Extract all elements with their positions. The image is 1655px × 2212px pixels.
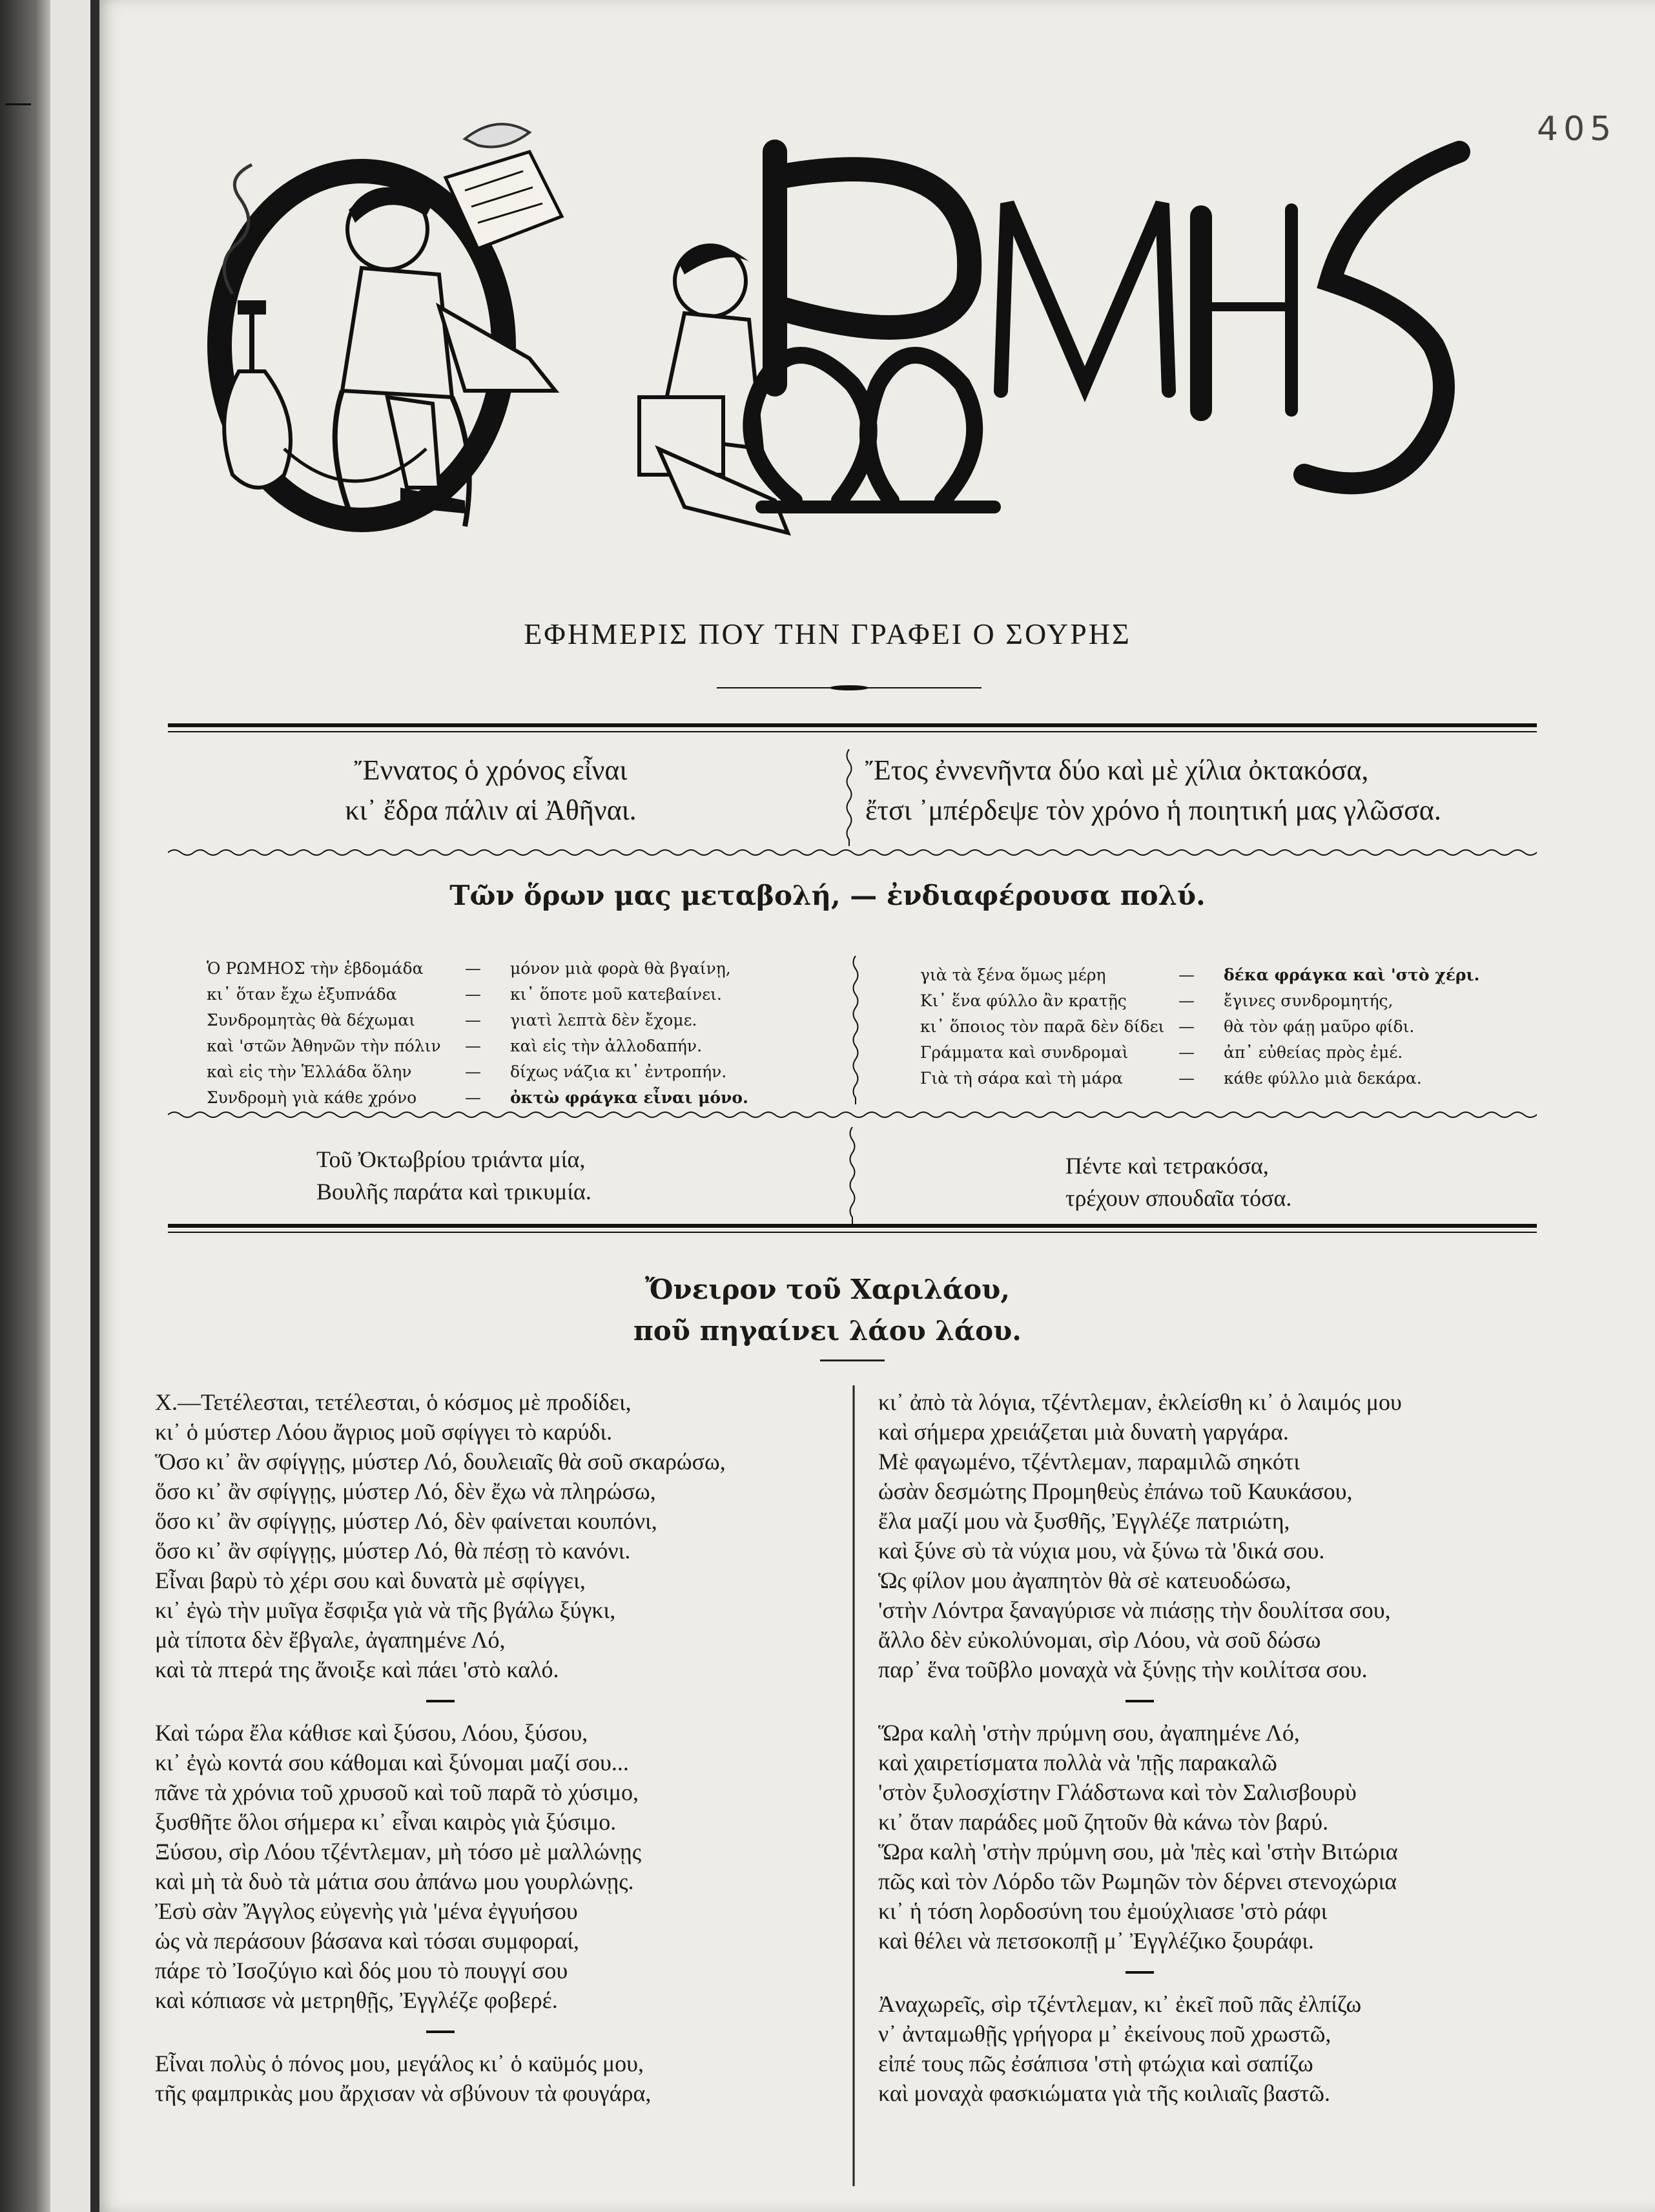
page-edge-shadow: [90, 0, 99, 2212]
masthead-letters: [751, 152, 1459, 507]
terms-row-value: καὶ εἰς τὴν ἀλλοδαπήν.: [510, 1037, 703, 1055]
verse-line: καὶ τὰ πτερά της ἄνοιξε καὶ πάει 'στὸ καλό.: [155, 1657, 559, 1682]
terms-row-label: Κι᾽ ἕνα φύλλο ἂν κρατῇς: [920, 991, 1127, 1010]
article-title: [0, 1269, 1655, 1352]
terms-row-label: καὶ εἰς τὴν Ἑλλάδα ὅλην: [207, 1062, 412, 1081]
verse-line: πᾶνε τὰ χρόνια τοῦ χρυσοῦ καὶ τοῦ παρᾶ τὸ χύσιμο,: [155, 1779, 639, 1805]
verse-line: καὶ κόπιασε νὰ μετρηθῇς, Ἐγγλέζε φοβερέ.: [155, 1987, 558, 2013]
terms-row-value: ἀπ᾽ εὐθείας πρὸς ἐμέ.: [1224, 1043, 1403, 1062]
header-left-line-2: κι᾽ ἔδρα πάλιν αἱ Ἀθῆναι.: [345, 794, 637, 826]
header-divider: [845, 749, 854, 846]
footer-divider: [848, 1127, 857, 1224]
verse-line: Εἶναι βαρὺ τὸ χέρι σου καὶ δυνατὰ μὲ σφίγγει,: [155, 1567, 586, 1593]
terms-row-label: κι᾽ ὅταν ἔχω ἐξυπνάδα: [207, 985, 397, 1004]
terms-row-value: ὀκτὼ φράγκα εἶναι μόνο.: [510, 1088, 748, 1107]
verse-line: μὰ τίποτα δὲν ἔβγαλε, ἀγαπημένε Λό,: [155, 1627, 506, 1653]
footer-left-line-2: Βουλῆς παράτα καὶ τρικυμία.: [316, 1179, 591, 1204]
terms-row-value: θὰ τὸν φάῃ μαῦρο φίδι.: [1224, 1017, 1415, 1036]
verse-line: κι᾽ ἀπὸ τὰ λόγια, τζέντλεμαν, ἐκλείσθη κι᾽ ὁ λαιμός μου: [878, 1389, 1402, 1415]
terms-row-dash: —: [1178, 966, 1195, 984]
verse-line: Εἶναι πολὺς ὁ πόνος μου, μεγάλος κι᾽ ὁ καϋμός μου,: [155, 2051, 644, 2076]
header-left: [310, 750, 672, 831]
terms-row-dash: —: [465, 959, 481, 978]
verse-line: Καὶ τώρα ἔλα κάθισε καὶ ξύσου, Λόου, ξύσου,: [155, 1720, 588, 1746]
verse-line: 'στὴν Λόντρα ξαναγύρισε νὰ πιάσῃς τὴν δουλίτσα σου,: [878, 1597, 1391, 1623]
article-right-column: [878, 1387, 1402, 2108]
terms-row: [207, 1059, 788, 1085]
terms-row-dash: —: [465, 985, 481, 1004]
wavy-rule-2: [168, 1110, 1537, 1120]
verse-line: Ὡς φίλον μου ἀγαπητὸν θὰ σὲ κατευοδώσω,: [878, 1567, 1291, 1593]
footer-right-line-2: τρέχουν σπουδαῖα τόσα.: [1065, 1185, 1292, 1211]
verse-line: κι᾽ ὅταν παράδες μοῦ ζητοῦν θὰ κάνω τὸν βαρύ.: [878, 1809, 1329, 1835]
footer-right: [1065, 1150, 1291, 1214]
terms-row-dash: —: [465, 1062, 481, 1081]
verse-line: ν᾽ ἀνταμωθῇς γρήγορα μ᾽ ἐκείνους ποῦ χρωστῶ,: [878, 2021, 1331, 2047]
bottom-rule-thin: [168, 1232, 1537, 1233]
verse-line: ὅσο κι᾽ ἂν σφίγγῃς, μύστερ Λό, θὰ πέσῃ τὸ κανόνι.: [155, 1538, 631, 1564]
article-title-line-2: ποῦ πηγαίνει λάου λάου.: [633, 1315, 1022, 1347]
verse-line: καὶ χαιρετίσματα πολλὰ νὰ 'πῇς παρακαλῶ: [878, 1750, 1277, 1775]
verse-line: Ὥρα καλὴ 'στὴν πρύμνη σου, ἀγαπημένε Λό,: [878, 1720, 1300, 1746]
verse-line: καὶ θέλει νὰ πετσοκοπῇ μ᾽ Ἐγγλέζικο ξουράφι.: [878, 1928, 1314, 1954]
stanza-separator: [155, 2015, 726, 2049]
terms-row-value: δέκα φράγκα καὶ 'στὸ χέρι.: [1224, 966, 1480, 984]
verse-line: ξυσθῆτε ὅλοι σήμερα κι᾽ εἶναι καιρὸς γιὰ ξύσιμο.: [155, 1809, 617, 1835]
verse-line: καὶ ξύνε σὺ τὰ νύχια μου, νὰ ξύνω τὰ 'δικά σου.: [878, 1538, 1325, 1564]
stanza-separator: [155, 1684, 726, 1718]
verse-line: καὶ μοναχὰ φασκιώματα γιὰ τῆς κοιλιαῖς βαστῶ.: [878, 2080, 1330, 2106]
terms-divider: [851, 956, 860, 1104]
terms-row-label: Συνδρομὴ γιὰ κάθε χρόνο: [207, 1088, 417, 1107]
footer-left: [316, 1143, 591, 1208]
article-column-divider: [849, 1385, 858, 2186]
terms-title: Τῶν ὅρων μας μεταβολή, — ἐνδιαφέρουσα πολύ.: [449, 880, 1206, 911]
terms-row-dash: —: [1178, 1017, 1195, 1036]
article-title-line-1: Ὄνειρον τοῦ Χαριλάου,: [645, 1274, 1010, 1305]
terms-row-label: γιὰ τὰ ξένα ὅμως μέρη: [920, 966, 1106, 984]
verse-line: εἰπέ τους πῶς ἐσάπισα 'στὴ φτώχια καὶ σαπίζω: [878, 2051, 1313, 2076]
terms-row-value: δίχως νάζια κι᾽ ἐντροπήν.: [510, 1062, 727, 1081]
verse-line: ὅσο κι᾽ ἂν σφίγγῃς, μύστερ Λό, δὲν ἔχω νὰ πληρώσω,: [155, 1478, 656, 1504]
terms-right-table: [920, 962, 1540, 1091]
verse-line: ὡς νὰ περάσουν βάσανα καὶ τόσαι συμφοραί,: [155, 1928, 579, 1954]
terms-row-dash: —: [465, 1037, 481, 1055]
verse-line: κι᾽ ὁ μύστερ Λόου ἄγριος μοῦ σφίγγει τὸ καρύδι.: [155, 1419, 613, 1445]
terms-row-dash: —: [465, 1088, 481, 1107]
terms-row-dash: —: [1178, 991, 1195, 1010]
wavy-rule-1: [168, 847, 1537, 858]
binding-spine: [0, 0, 50, 2212]
terms-row-value: κι᾽ ὅποτε μοῦ κατεβαίνει.: [510, 985, 722, 1004]
header-right-line-2: ἔτσι ᾽μπέρδεψε τὸν χρόνο ἡ ποιητική μας γλῶσσα.: [865, 794, 1441, 826]
article-left-column: [155, 1387, 726, 2108]
verse-line: κι᾽ ἡ τόση λορδοσύνη του ἐμούχλιασε 'στὸ ράφι: [878, 1898, 1328, 1924]
verse-line: τῆς φαμπρικὰς μου ἄρχισαν νὰ σβύνουν τὰ φουγάρα,: [155, 2080, 652, 2106]
footer-right-line-1: Πέντε καὶ τετρακόσα,: [1065, 1153, 1269, 1179]
bottom-rule: [168, 1224, 1537, 1228]
terms-row-dash: —: [1178, 1069, 1195, 1088]
verse-line: Ξύσου, σὶρ Λόου τζέντλεμαν, μὴ τόσο μὲ μαλλώνῃς: [155, 1839, 641, 1865]
verse-line: παρ᾽ ἕνα τοῦβλο μοναχὰ νὰ ξύνῃς τὴν κοιλίτσα σου.: [878, 1657, 1368, 1682]
verse-line: 'στὸν ξυλοσχίστην Γλάδστωνα καὶ τὸν Σαλισβουρὺ: [878, 1779, 1357, 1805]
header-right-line-1: Ἔτος ἐννενῆντα δύο καὶ μὲ χίλια ὀκτακόσα,: [865, 754, 1369, 786]
top-rule-thin: [168, 731, 1537, 732]
terms-row-dash: —: [1178, 1043, 1195, 1062]
terms-row: [207, 1085, 788, 1111]
header-right: [865, 750, 1441, 831]
terms-row-label: Συνδρομητὰς θὰ δέχωμαι: [207, 1011, 416, 1029]
terms-row-label: Ὁ ΡΩΜΗΟΣ τὴν ἑβδομάδα: [207, 959, 424, 978]
verse-line: Ὅσο κι᾽ ἂν σφίγγῃς, μύστερ Λό, δουλειαῖς θὰ σοῦ σκαρώσω,: [155, 1449, 726, 1474]
verse-line: Ἐσὺ σὰν Ἄγγλος εὐγενὴς γιὰ 'μένα ἐγγυήσου: [155, 1898, 578, 1924]
terms-row-value: μόνον μιὰ φορὰ θὰ βγαίνῃ,: [510, 959, 731, 978]
terms-row: [207, 956, 788, 982]
masthead-logo: [194, 113, 1472, 565]
terms-row-label: Γράμματα καὶ συνδρομαὶ: [920, 1043, 1129, 1062]
stanza-separator: [878, 1684, 1402, 1718]
terms-row: [207, 1033, 788, 1059]
stanza-separator: [878, 1956, 1402, 1989]
verse-line: καὶ μὴ τὰ δυὸ τὰ μάτια σου ἀπάνω μου γουρλώνῃς.: [155, 1868, 634, 1894]
verse-line: ὡσὰν δεσμώτης Προμηθεὺς ἐπάνω τοῦ Καυκάσου,: [878, 1478, 1353, 1504]
article-title-dash: [820, 1359, 885, 1361]
verse-line: Χ.—Τετέλεσται, τετέλεσται, ὁ κόσμος μὲ προδίδει,: [155, 1389, 632, 1415]
terms-row-dash: —: [465, 1011, 481, 1029]
verse-line: καὶ σήμερα χρειάζεται μιὰ δυνατὴ γαργάρα.: [878, 1419, 1289, 1445]
margin-mark: [5, 103, 31, 105]
verse-line: Ἀναχωρεῖς, σὶρ τζέντλεμαν, κι᾽ ἐκεῖ ποῦ πᾶς ἐλπίζω: [878, 1991, 1362, 2017]
verse-line: ἔλα μαζί μου νὰ ξυσθῆς, Ἐγγλέζε πατριώτη,: [878, 1508, 1290, 1534]
terms-row-label: κι᾽ ὅποιος τὸν παρᾶ δὲν δίδει: [920, 1017, 1165, 1036]
terms-row: [920, 962, 1540, 988]
verse-line: ἄλλο δὲν εὐκολύνομαι, σὶρ Λόου, νὰ σοῦ δώσω: [878, 1627, 1321, 1653]
terms-row-value: κάθε φύλλο μιὰ δεκάρα.: [1224, 1069, 1422, 1088]
handwritten-page-number: 405: [1537, 110, 1617, 149]
subtitle-ornament: [717, 683, 982, 692]
terms-row: [207, 1008, 788, 1033]
terms-row: [920, 1014, 1540, 1040]
terms-row: [920, 988, 1540, 1014]
verse-line: πῶς καὶ τὸν Λόρδο τῶν Ρωμηῶν τὸν δέρνει στενοχώρια: [878, 1868, 1397, 1894]
footer-left-line-1: Τοῦ Ὀκτωβρίου τριάντα μία,: [316, 1146, 586, 1172]
masthead-subtitle: ΕΦΗΜΕΡΙΣ ΠΟΥ ΤΗΝ ΓΡΑΦΕΙ Ο ΣΟΥΡΗΣ: [524, 617, 1131, 650]
terms-row-label: Γιὰ τὴ σάρα καὶ τὴ μάρα: [920, 1069, 1123, 1088]
header-left-line-1: Ἔννατος ὁ χρόνος εἶναι: [354, 754, 628, 786]
terms-left-table: [207, 956, 788, 1111]
verse-line: ὅσο κι᾽ ἂν σφίγγῃς, μύστερ Λό, δὲν φαίνεται κουπόνι,: [155, 1508, 657, 1534]
verse-line: Μὲ φαγωμένο, τζέντλεμαν, παραμιλῶ σηκότι: [878, 1449, 1300, 1474]
verse-line: Ὥρα καλὴ 'στὴν πρύμνη σου, μὰ 'πὲς καὶ 'στὴν Βιτώρια: [878, 1839, 1398, 1865]
terms-row: [207, 982, 788, 1008]
terms-row-value: ἔγινες συνδρομητής,: [1224, 991, 1393, 1010]
terms-row: [920, 1040, 1540, 1066]
verse-line: πάρε τὸ Ἰσοζύγιο καὶ δός μου τὸ πουγγί σου: [155, 1958, 568, 1983]
terms-row-label: καὶ 'στῶν Ἀθηνῶν τὴν πόλιν: [207, 1037, 441, 1055]
verse-line: κι᾽ ἐγὼ τὴν μυῖγα ἔσφιξα γιὰ νὰ τῆς βγάλω ξύγκι,: [155, 1597, 616, 1623]
top-rule: [168, 723, 1537, 727]
terms-row: [920, 1066, 1540, 1091]
terms-row-value: γιατὶ λεπτὰ δὲν ἔχομε.: [510, 1011, 697, 1029]
verse-line: κι᾽ ἐγὼ κοντά σου κάθομαι καὶ ξύνομαι μαζί σου...: [155, 1750, 629, 1775]
